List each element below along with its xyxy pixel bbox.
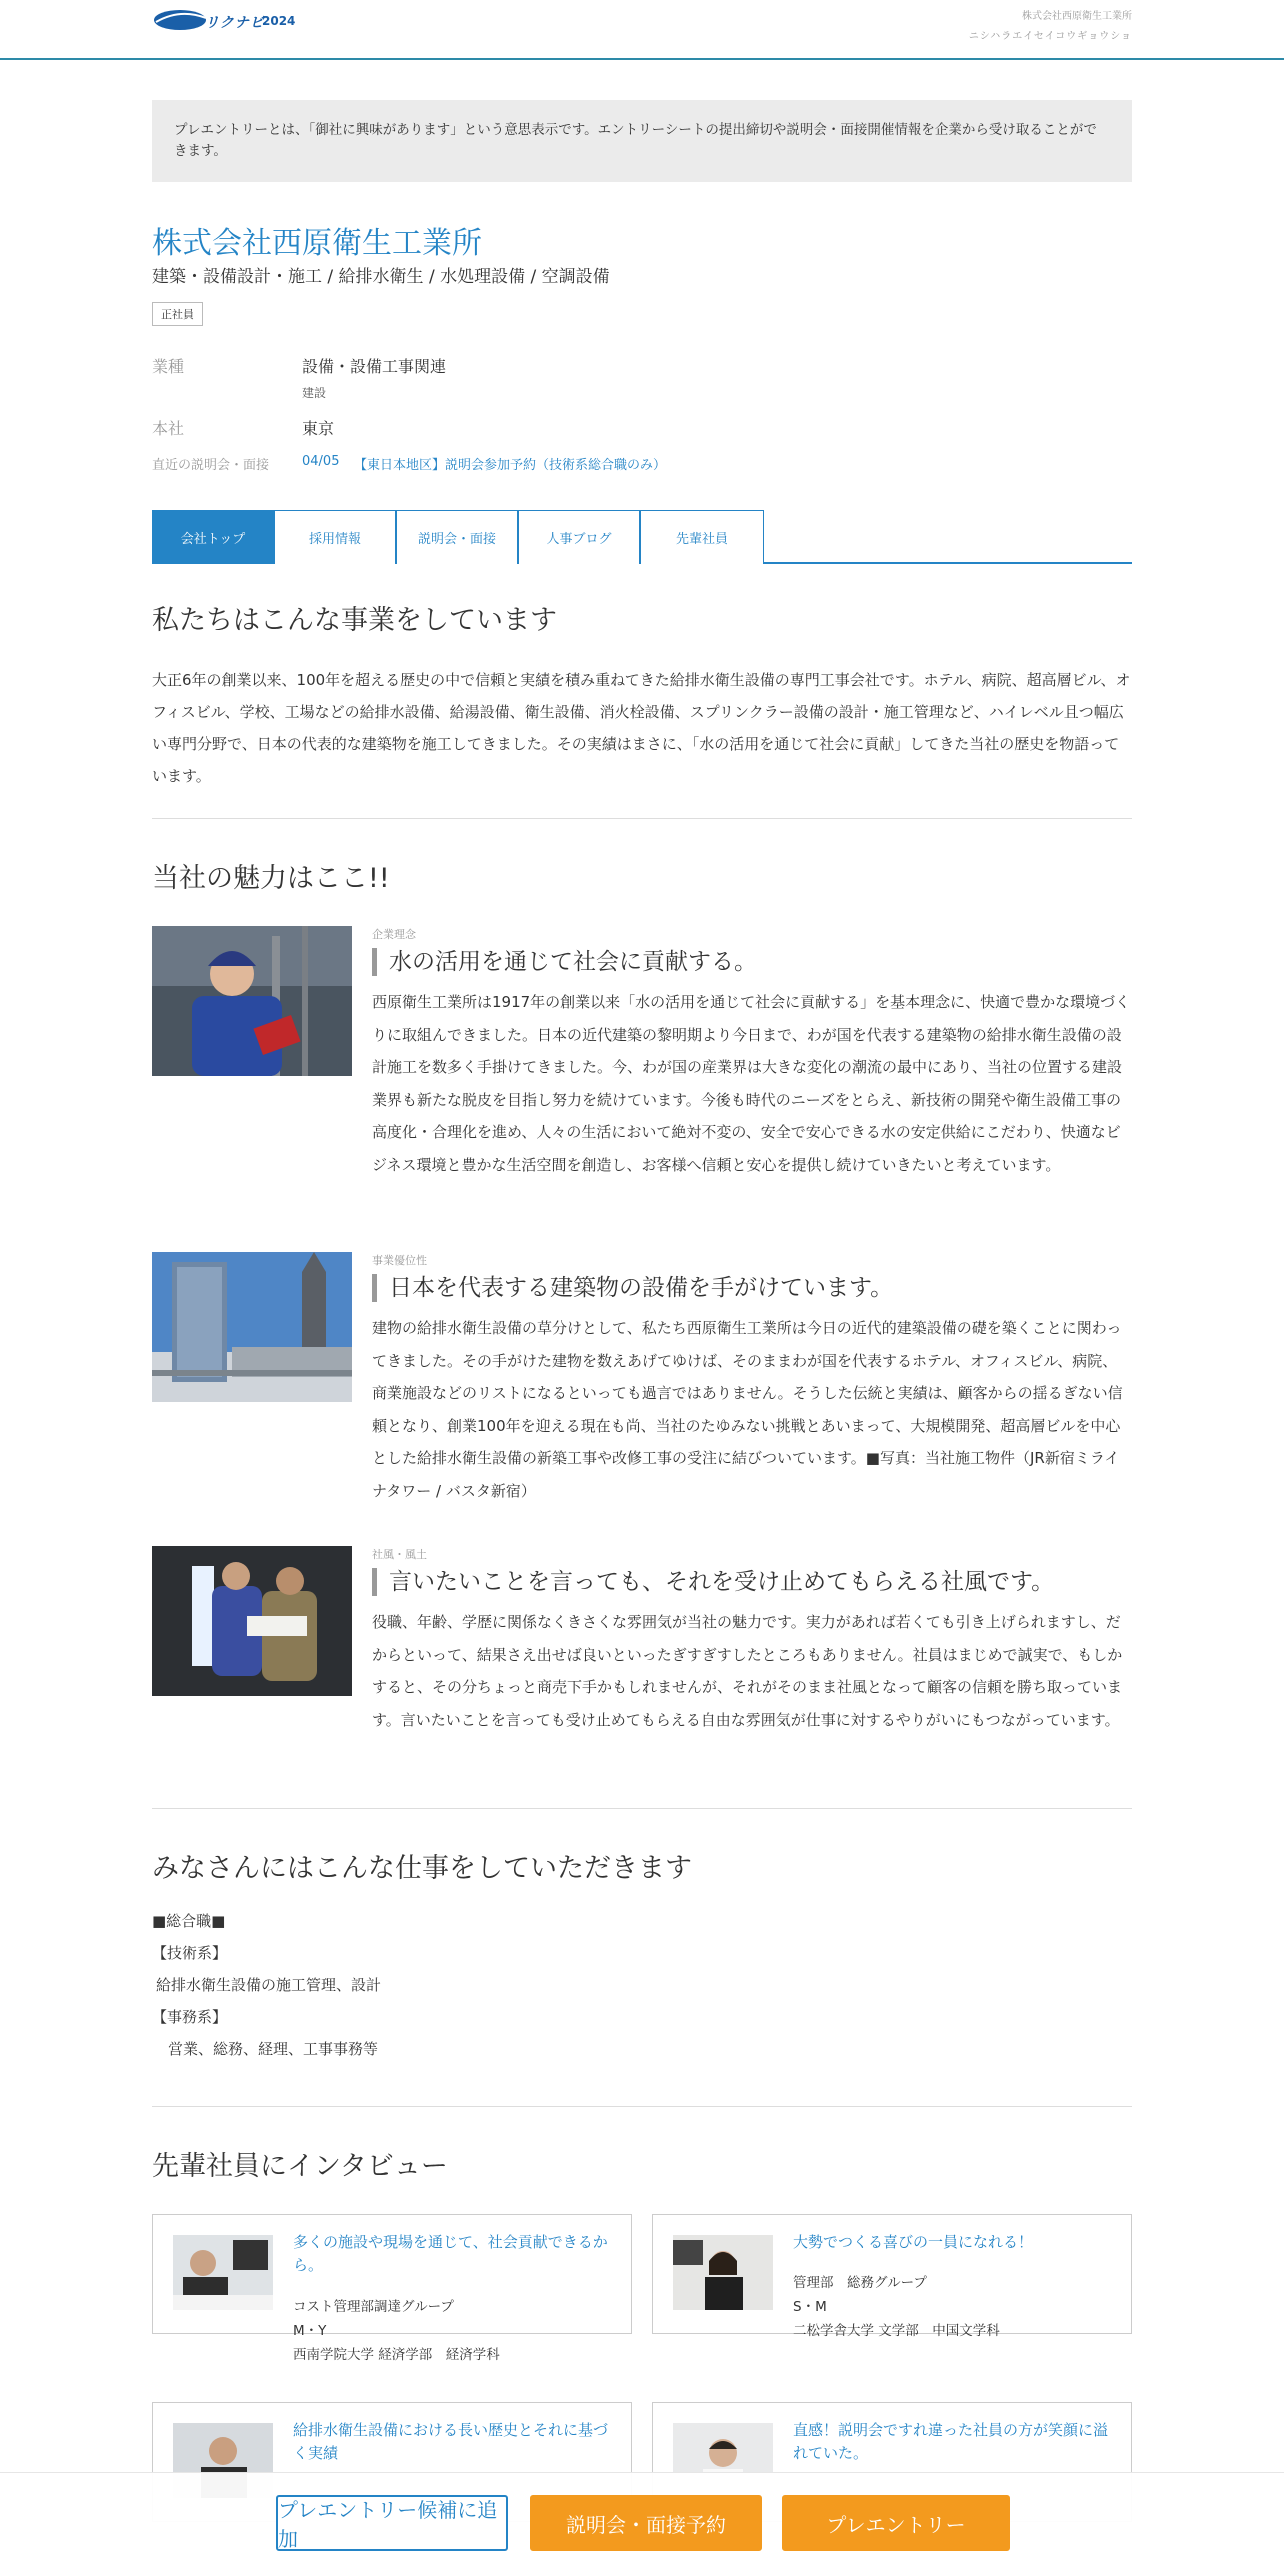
industry-value: 設備・設備工事関連: [302, 357, 447, 376]
interview-dept: 管理部 総務グループ: [793, 2275, 927, 2291]
tab-company-top[interactable]: 会社トップ: [152, 510, 274, 564]
seminar-link[interactable]: 【東日本地区】説明会参加予約（技術系総合職のみ）: [354, 458, 667, 473]
divider: [152, 2106, 1132, 2107]
preentry-notice: プレエントリーとは、「御社に興味があります」という意思表示です。エントリーシートの提出締切や説明会・面接開催情報を企業から受け取ることができます。: [152, 100, 1132, 182]
appeal-heading: 日本を代表する建築物の設備を手がけています。: [372, 1274, 1132, 1302]
appeal-photo-worker: [152, 926, 352, 1076]
interview-name: M・Y: [293, 2323, 327, 2339]
seminar-date[interactable]: 04/05: [302, 454, 340, 469]
preentry-button[interactable]: プレエントリー: [782, 2495, 1010, 2551]
appeal-tag: 事業優位性: [372, 1254, 427, 1267]
work-line: ■総合職■: [152, 1912, 226, 1930]
tab-hr-blog[interactable]: 人事ブログ: [518, 510, 640, 564]
site-header: [0, 0, 1284, 60]
company-tabs: [152, 510, 1132, 564]
appeal-photo-building: [152, 1252, 352, 1402]
interview-school: 二松学舎大学 文学部 中国文学科: [793, 2323, 1000, 2339]
divider: [152, 818, 1132, 819]
seminar-label: 直近の説明会・面接: [152, 458, 270, 473]
bottom-action-bar: [0, 2472, 1284, 2568]
appeal-title: 当社の魅力はここ!!: [152, 863, 390, 894]
hq-value: 東京: [302, 419, 335, 438]
work-line: 給排水衛生設備の施工管理、設計: [156, 1976, 382, 1994]
employment-type-badge: 正社員: [152, 302, 203, 326]
interview-title: 先輩社員にインタビュー: [152, 2151, 448, 2182]
logo-year: 2024: [262, 14, 296, 28]
seminar-reservation-button[interactable]: 説明会・面接予約: [530, 2495, 762, 2551]
header-company-name: 株式会社西原衛生工業所: [1022, 11, 1132, 22]
appeal-photo-onsite: [152, 1546, 352, 1696]
work-title: みなさんにはこんな仕事をしていただきます: [152, 1853, 692, 1884]
logo-text: リクナビ: [205, 15, 265, 31]
tab-senior-staff[interactable]: 先輩社員: [640, 510, 764, 564]
tab-seminar[interactable]: 説明会・面接: [396, 510, 518, 564]
work-line: 営業、総務、経理、工事事務等: [168, 2040, 379, 2058]
appeal-text: 役職、年齢、学歴に関係なくきさくな雰囲気が当社の魅力です。実力があれば若くても引き上げられますし、だからといって、結果さえ出せば良いといったぎすぎすしたところもありません。社員はまじめで誠実で、もしかすると、その分ちょっと商売下手かもしれませんが、それがそのまま社風となって顧客の信頼を勝ち取っています。言いたいことを言っても受け止めてもらえる自由な雰囲気が仕事に対するやりがいにもつながっています。: [372, 1613, 1123, 1729]
work-line: 【事務系】: [152, 2008, 228, 2026]
interview-dept: コスト管理部調達グループ: [293, 2299, 454, 2315]
interview-photo: [173, 2235, 273, 2310]
interview-title-link[interactable]: 多くの施設や現場を通じて、社会貢献できるから。: [293, 2233, 608, 2274]
interview-photo: [673, 2235, 773, 2310]
interview-name: S・M: [793, 2299, 827, 2315]
interview-title-link[interactable]: 大勢でつくる喜びの一員になれる！: [793, 2233, 1034, 2251]
appeal-heading: 言いたいことを言っても、それを受け止めてもらえる社風です。: [372, 1568, 1132, 1596]
appeal-text: 西原衛生工業所は1917年の創業以来「水の活用を通じて社会に貢献する」を基本理念に、快適で豊かな環境づくりに取組んできました。日本の近代建築の黎明期より今日まで、わが国を代表する建築物の給排水衛生設備の設計施工を数多く手掛けてきました。今、わが国の産業界は大きな変化の潮流の最中にあり、当社の位置する建設業界も新たな脱皮を目指し努力を続けています。今後も時代のニーズをとらえ、新技術の開発や衛生設備工事の高度化・合理化を進め、人々の生活において絶対不変の、安全で安心できる水の安定供給にこだわり、快適なビジネス環境と豊かな生活空間を創造し、お客様へ信頼と安心を提供し続けていきたいと考えています。: [372, 993, 1131, 1174]
add-preentry-candidate-button[interactable]: プレエントリー候補に追加: [276, 2495, 508, 2551]
company-categories: 建築・設備設計・施工 / 給排水衛生 / 水処理設備 / 空調設備: [152, 267, 610, 287]
work-line: 【技術系】: [152, 1944, 228, 1962]
industry-sub: 建設: [302, 386, 327, 400]
interview-title-link[interactable]: 給排水衛生設備における長い歴史とそれに基づく実績: [293, 2421, 609, 2462]
business-title: 私たちはこんな事業をしています: [152, 605, 557, 636]
interview-card[interactable]: [152, 2214, 632, 2363]
business-text: 大正6年の創業以来、100年を超える歴史の中で信頼と実績を積み重ねてきた給排水衛生設備の専門工事会社です。ホテル、病院、超高層ビル、オフィスビル、学校、工場などの給排水設備、給湯設備、衛生設備、消火栓設備、スプリンクラー設備の設計・施工管理など、ハイレベル且つ幅広い専門分野で、日本の代表的な建築物を施工してきました。その実績はまさに、「水の活用を通じて社会に貢献」してきた当社の歴史を物語っています。: [152, 671, 1131, 785]
tab-recruit-info[interactable]: 採用情報: [274, 510, 396, 564]
appeal-text: 建物の給排水衛生設備の草分けとして、私たち西原衛生工業所は今日の近代的建築設備の礎を築くことに関わってきました。その手がけた建物を数えあげてゆけば、そのままわが国を代表するホテル、オフィスビル、病院、商業施設などのリストになるといっても過言ではありません。そうした伝統と実績は、顧客からの揺るぎない信頼となり、創業100年を迎える現在も尚、当社のたゆみない挑戦とあいまって、大規模開発、超高層ビルを中心とした給排水衛生設備の新築工事や改修工事の受注に結びついています。■写真：当社施工物件（JR新宿ミライナタワー / バスタ新宿）: [372, 1319, 1123, 1500]
interview-card[interactable]: [652, 2214, 1132, 2339]
interview-title-link[interactable]: 直感！説明会ですれ違った社員の方が笑顔に溢れていた。: [793, 2421, 1109, 2462]
appeal-tag: 企業理念: [372, 928, 416, 941]
appeal-heading: 水の活用を通じて社会に貢献する。: [372, 948, 1132, 976]
header-company-kana: ニシハラエイセイコウギョウショ: [968, 31, 1132, 42]
company-name: 株式会社西原衛生工業所: [152, 226, 482, 261]
industry-label: 業種: [152, 357, 185, 376]
divider: [152, 1808, 1132, 1809]
hq-label: 本社: [152, 419, 185, 438]
appeal-tag: 社風・風土: [372, 1548, 427, 1561]
interview-school: 西南学院大学 経済学部 経済学科: [293, 2347, 500, 2363]
